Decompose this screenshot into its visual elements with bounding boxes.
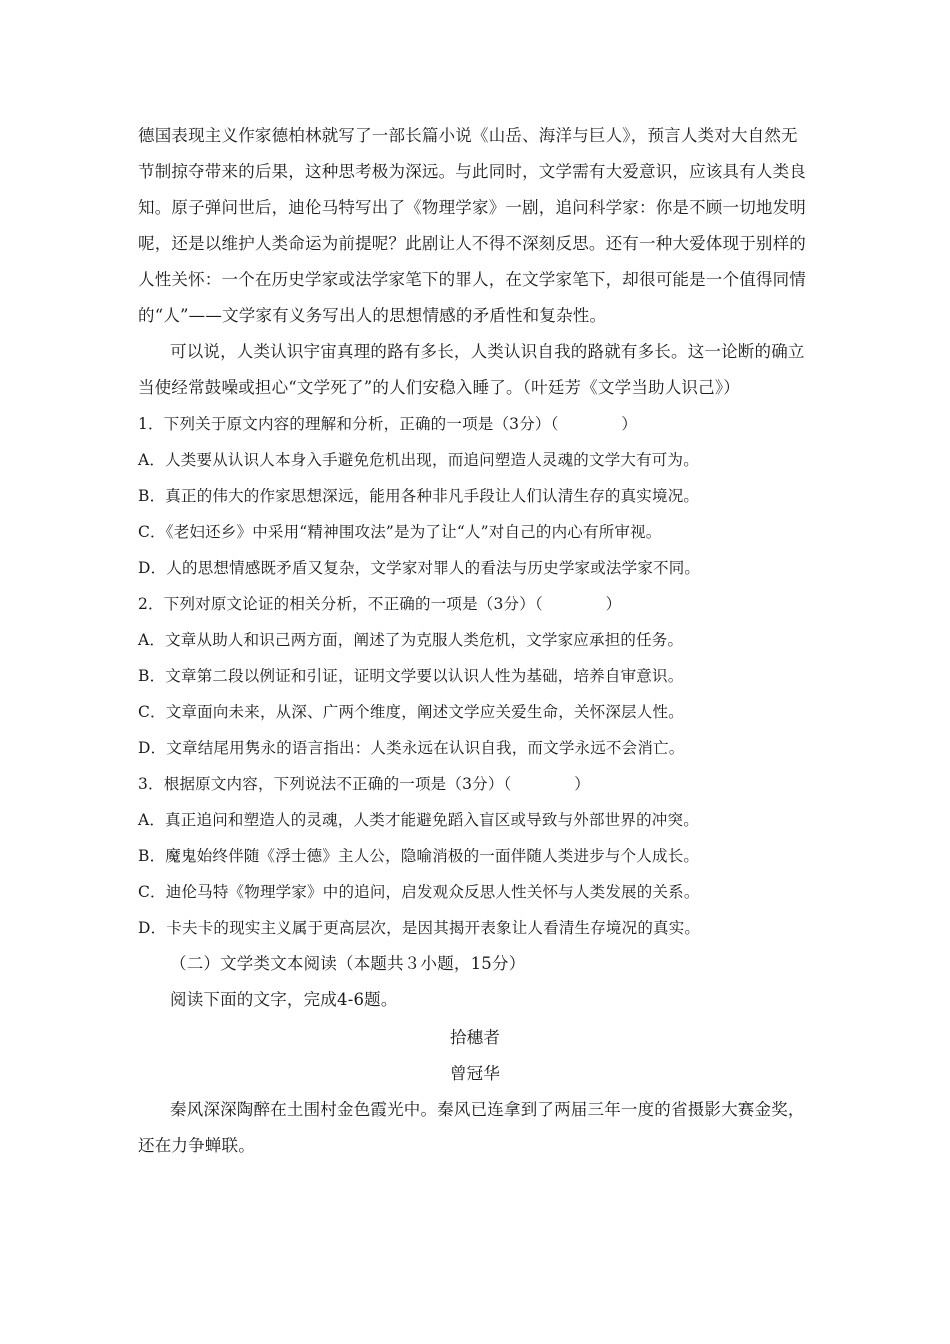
question-1-option-d: D．人的思想情感既矛盾又复杂，文学家对罪人的看法与历史学家或法学家不同。 [138,559,701,577]
question-3-stem: 3．根据原文内容，下列说法不正确的一项是（3分）（ ） [138,775,590,793]
question-1-stem: 1．下列关于原文内容的理解和分析，正确的一项是（3分）（ ） [138,415,638,433]
passage-line: 呢，还是以维护人类命运为前提呢？此剧让人不得不深刻反思。还有一种大爱体现于别样的 [138,234,806,253]
story-title: 拾穗者 [449,1028,501,1047]
story-opening-line: 秦风深深陶醉在土围村金色霞光中。秦风已连拿到了两届三年一度的省摄影大赛金奖， [170,1100,805,1119]
passage-line: 知。原子弹问世后，迪伦马特写出了《物理学家》一剧，追问科学家：你是不顾一切地发明 [138,198,806,217]
question-2-option-b: B．文章第二段以例证和引证，证明文学要以认识人性为基础，培养自审意识。 [138,667,684,685]
question-1-option-b: B．真正的伟大的作家思想深远，能用各种非凡手段让人们认清生存的真实境况。 [138,487,700,505]
section-heading: （二）文学类文本阅读（本题共３小题，15分） [170,954,526,973]
question-2-option-a: A．文章从助人和识己两方面，阐述了为克服人类危机，文学家应承担的任务。 [138,631,684,649]
passage-line: 德国表现主义作家德柏林就写了一部长篇小说《山岳、海洋与巨人》，预言人类对大自然无 [138,126,798,145]
passage-line: 节制掠夺带来的后果，这种思考极为深远。与此同时，文学需有大爱意识，应该具有人类良 [138,162,806,181]
question-3-option-a: A．真正追问和塑造人的灵魂，人类才能避免蹈入盲区或导致与外部世界的冲突。 [138,811,699,829]
question-3-option-b: B．魔鬼始终伴随《浮士德》主人公，隐喻消极的一面伴随人类进步与个人成长。 [138,847,700,865]
story-opening-line: 还在力争蝉联。 [138,1136,255,1155]
question-1-option-c: C．《老妇还乡》中采用“精神围攻法”是为了让“人”对自己的内心有所审视。 [138,523,662,541]
question-1-option-a: A．人类要从认识人本身入手避免危机出现，而追问塑造人灵魂的文学大有可为。 [138,451,699,469]
final-paragraph-line: 可以说，人类认识宇宙真理的路有多长，人类认识自我的路就有多长。这一论断的确立 [170,342,805,361]
question-2-option-c: C．文章面向未来，从深、广两个维度，阐述文学应关爱生命，关怀深层人性。 [138,703,684,721]
question-3-option-d: D．卡夫卡的现实主义属于更高层次，是因其揭开表象让人看清生存境况的真实。 [138,919,701,937]
story-author: 曾冠华 [449,1064,501,1083]
question-3-option-c: C．迪伦马特《物理学家》中的追问，启发观众反思人性关怀与人类发展的关系。 [138,883,700,901]
section-instruction: 阅读下面的文字，完成4-6题。 [170,990,398,1009]
question-2-option-d: D．文章结尾用隽永的语言指出：人类永远在认识自我，而文学永远不会消亡。 [138,739,685,757]
passage-line: 的“人”——文学家有义务写出人的思想情感的矛盾性和复杂性。 [138,306,607,325]
passage-line: 人性关怀：一个在历史学家或法学家笔下的罪人，在文学家笔下，却很可能是一个值得同情 [138,270,806,289]
final-paragraph-line: 当使经常鼓噪或担心“文学死了”的人们安稳入睡了。（叶廷芳《文学当助人识己》） [138,378,740,397]
question-2-stem: 2．下列对原文论证的相关分析，不正确的一项是（3分）（ ） [138,595,622,613]
